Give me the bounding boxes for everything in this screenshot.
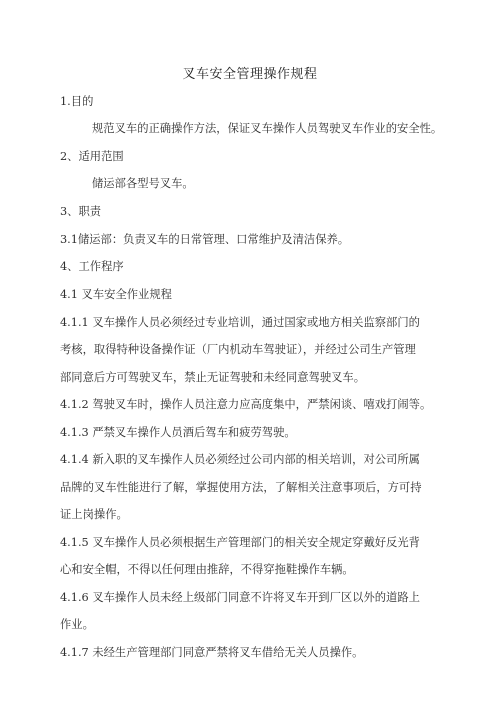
paragraph-duties: 3.1储运部：负责叉车的日常管理、口常维护及清洁保养。: [60, 233, 350, 246]
document-title: 叉车安全管理操作规程: [182, 67, 318, 82]
paragraph-line: 4.1.5 叉车操作人员必须根据生产管理部门的相关安全规定穿戴好反光背: [60, 536, 420, 549]
paragraph-line: 证上岗操作。: [60, 508, 128, 521]
paragraph-line: 4.1.1 叉车操作人员必须经过专业培训，通过国家或地方相关监察部门的: [60, 316, 420, 329]
paragraph-line: 4.1.2 驾驶叉车时，操作人员注意力应高度集中，严禁闲谈、嘻戏打闹等。: [60, 398, 432, 411]
subsection-heading: 4.1 叉车安全作业规程: [60, 288, 172, 301]
paragraph-line: 4.1.7 未经生产管理部门同意严禁将叉车借给无关人员操作。: [60, 646, 364, 659]
section-heading-duties: 3、职责: [60, 205, 102, 218]
section-heading-procedure: 4、工作程序: [60, 260, 124, 273]
paragraph-line: 部同意后方可驾驶叉车，禁止无证驾驶和未经同意驾驶叉车。: [60, 371, 366, 384]
paragraph-line: 4.1.6 叉车操作人员未经上级部门同意不许将叉车开到厂区以外的道路上: [60, 591, 420, 604]
section-heading-purpose: 1.目的: [60, 95, 94, 108]
paragraph-line: 4.1.4 新入职的叉车操作人员必须经过公司内部的相关培训，对公司所属: [60, 453, 420, 466]
paragraph-line: 作业。: [60, 618, 94, 631]
paragraph-scope: 储运部各型号叉车。: [92, 177, 194, 190]
paragraph-line: 4.1.3 严禁叉车操作人员酒后驾车和疲劳驾驶。: [60, 426, 296, 439]
paragraph-line: 考核，取得特种设备操作证（厂内机动车驾驶证），并经过公司生产管理: [60, 343, 416, 356]
paragraph-line: 品牌的叉车性能进行了解，掌握使用方法，了解相关注意事项后，方可持: [60, 481, 422, 494]
section-heading-scope: 2、适用范围: [60, 150, 124, 163]
paragraph-line: 心和安全帽，不得以任何理由推辞，不得穿拖鞋操作车辆。: [60, 563, 354, 576]
paragraph-purpose: 规范叉车的正确操作方法，保证叉车操作人员驾驶叉车作业的安全性。: [92, 122, 443, 135]
